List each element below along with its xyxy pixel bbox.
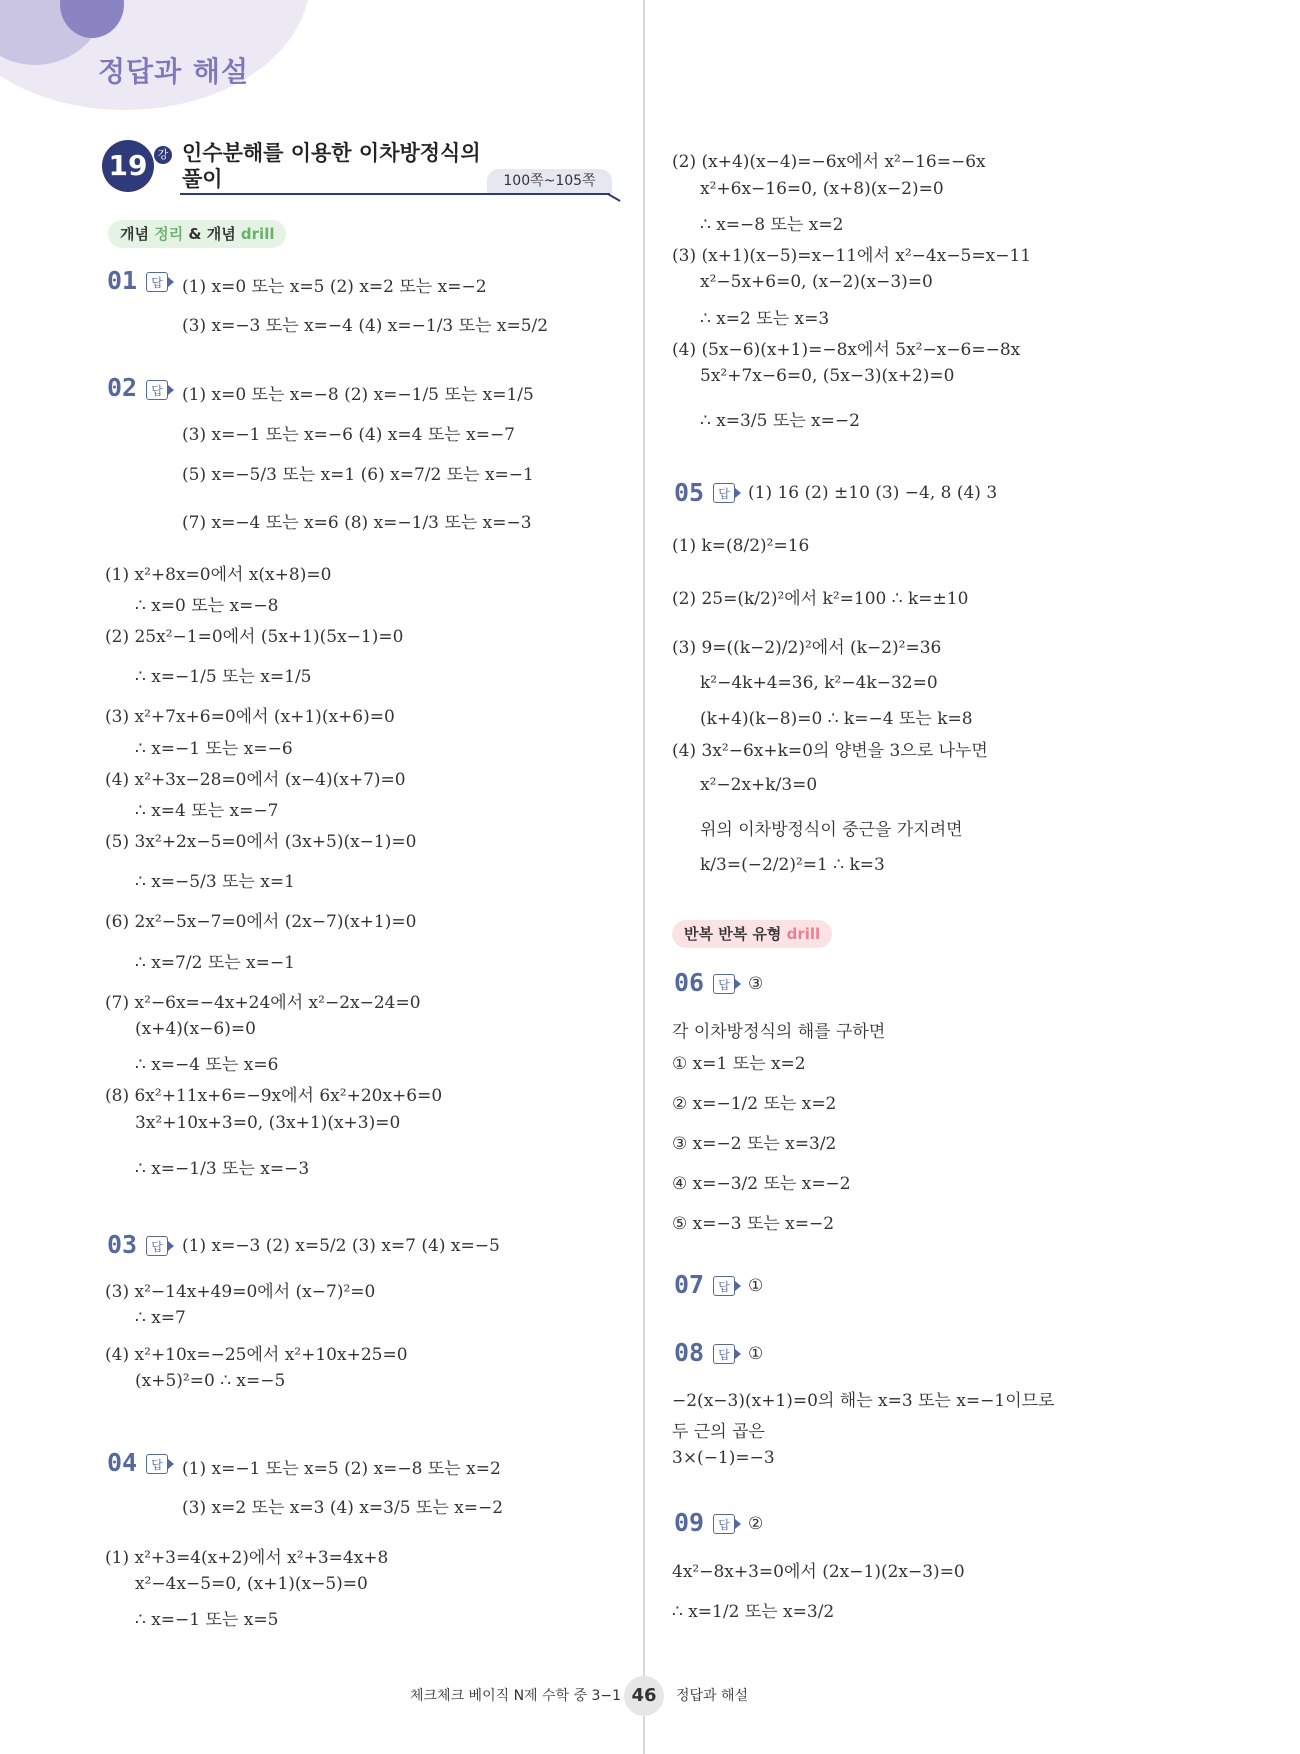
solution-line: ∴ x=0 또는 x=−8 [135,596,279,616]
question-number: 04 [107,1448,138,1477]
solution-line: x²−2x+k/3=0 [700,775,818,795]
solution-line: 3x²+10x+3=0, (3x+1)(x+3)=0 [135,1113,401,1133]
solution-line: 위의 이차방정식이 중근을 가지려면 [700,820,963,840]
solution-line: ∴ x=−8 또는 x=2 [700,215,844,235]
solution-line: (2) (x+4)(x−4)=−6x에서 x²−16=−6x [672,152,986,172]
lesson-title-line1: 인수분해를 이용한 이차방정식의 [182,141,481,165]
solution-line: (8) 6x²+11x+6=−9x에서 6x²+20x+6=0 [105,1086,443,1106]
solution-line: ∴ x=7 [135,1308,186,1328]
answer-line: (1) x=−3 (2) x=5/2 (3) x=7 (4) x=−5 [182,1236,500,1256]
section-label-part: drill [240,225,275,243]
section-label-repeat [672,920,832,948]
answer-line: ① [748,1344,764,1364]
solution-line: (4) x²+10x=−25에서 x²+10x+25=0 [105,1345,408,1365]
solution-line: (2) 25=(k/2)²에서 k²=100 ∴ k=±10 [672,589,969,609]
answer-icon: 답 [713,1514,735,1534]
answer-line: (3) x=−1 또는 x=−6 (4) x=4 또는 x=−7 [182,425,515,445]
lesson-underline-tail [608,193,621,202]
solution-line: x²+6x−16=0, (x+8)(x−2)=0 [700,179,944,199]
solution-line: (1) x²+8x=0에서 x(x+8)=0 [105,565,332,585]
answer-icon: 답 [146,380,168,400]
answer-line: (5) x=−5/3 또는 x=1 (6) x=7/2 또는 x=−1 [182,465,534,485]
section-label-part: 개념 [120,225,155,243]
solution-line: k/3=(−2/2)²=1 ∴ k=3 [700,855,885,875]
answer-line: (1) x=−1 또는 x=5 (2) x=−8 또는 x=2 [182,1459,501,1479]
answer-line: (7) x=−4 또는 x=6 (8) x=−1/3 또는 x=−3 [182,513,532,533]
answer-icon: 답 [713,483,735,503]
question-number: 05 [674,478,705,507]
solution-line: (6) 2x²−5x−7=0에서 (2x−7)(x+1)=0 [105,912,417,932]
solution-line: 5x²+7x−6=0, (5x−3)(x+2)=0 [700,366,955,386]
section-label-part: 유형 [752,925,782,943]
solution-line: (3) x²+7x+6=0에서 (x+1)(x+6)=0 [105,707,395,727]
page-header-title: 정답과 해설 [98,55,249,88]
solution-line: ∴ x=−5/3 또는 x=1 [135,872,295,892]
section-label-part: 반복 반복 [684,925,753,943]
solution-line: k²−4k+4=36, k²−4k−32=0 [700,673,938,693]
solution-line: (3) (x+1)(x−5)=x−11에서 x²−4x−5=x−11 [672,246,1032,266]
solution-line: ∴ x=7/2 또는 x=−1 [135,953,295,973]
question-number: 09 [674,1508,705,1537]
question-number: 02 [107,373,138,402]
solution-line: (7) x²−6x=−4x+24에서 x²−2x−24=0 [105,993,421,1013]
solution-line: ② x=−1/2 또는 x=2 [672,1094,837,1114]
answer-line: (1) x=0 또는 x=5 (2) x=2 또는 x=−2 [182,277,487,297]
section-label-part: drill [781,925,821,943]
answer-line: ① [748,1276,764,1296]
lesson-pages: 100쪽~105쪽 [487,169,612,193]
solution-line: x²−5x+6=0, (x−2)(x−3)=0 [700,272,933,292]
solution-line: (4) x²+3x−28=0에서 (x−4)(x+7)=0 [105,770,406,790]
answer-icon: 답 [146,1236,168,1256]
solution-line: (3) x²−14x+49=0에서 (x−7)²=0 [105,1282,376,1302]
solution-line: (4) 3x²−6x+k=0의 양변을 3으로 나누면 [672,741,988,761]
footer-book-title: 체크체크 베이직 N제 수학 중 3−1 [410,1688,622,1704]
solution-line: 두 근의 곱은 [672,1422,765,1442]
question-number: 07 [674,1270,705,1299]
section-label-part: 정리 [154,225,184,243]
lesson-number-badge: 19 [102,140,154,192]
lesson-title [182,140,482,192]
solution-line: ⑤ x=−3 또는 x=−2 [672,1214,835,1234]
solution-line: ∴ x=−1/3 또는 x=−3 [135,1159,310,1179]
solution-line: ① x=1 또는 x=2 [672,1054,806,1074]
answer-line: ③ [748,974,764,994]
solution-line: ∴ x=−1/5 또는 x=1/5 [135,667,312,687]
answer-line: ② [748,1514,764,1534]
solution-line: x²−4x−5=0, (x+1)(x−5)=0 [135,1574,368,1594]
lesson-underline [180,193,610,195]
solution-line: ∴ x=4 또는 x=−7 [135,801,279,821]
lesson-title-line2: 풀이 [182,167,223,191]
section-label-concept [108,220,286,248]
solution-line: (x+4)(x−6)=0 [135,1019,256,1039]
question-number: 08 [674,1338,705,1367]
solution-line: (x+5)²=0 ∴ x=−5 [135,1371,286,1391]
solution-line: ∴ x=−1 또는 x=5 [135,1610,279,1630]
page-number: 46 [624,1676,664,1716]
answer-icon: 답 [713,1344,735,1364]
answer-line: (3) x=−3 또는 x=−4 (4) x=−1/3 또는 x=5/2 [182,316,549,336]
question-number: 06 [674,968,705,997]
solution-line: ∴ x=3/5 또는 x=−2 [700,411,860,431]
answer-icon: 답 [146,272,168,292]
solution-line: (4) (5x−6)(x+1)=−8x에서 5x²−x−6=−8x [672,340,1021,360]
solution-line: 각 이차방정식의 해를 구하면 [672,1022,886,1042]
solution-line: −2(x−3)(x+1)=0의 해는 x=3 또는 x=−1이므로 [672,1391,1055,1411]
answer-line: (1) x=0 또는 x=−8 (2) x=−1/5 또는 x=1/5 [182,385,534,405]
solution-line: ∴ x=2 또는 x=3 [700,309,830,329]
solution-line: (3) 9=((k−2)/2)²에서 (k−2)²=36 [672,638,942,658]
solution-line: (k+4)(k−8)=0 ∴ k=−4 또는 k=8 [700,709,973,729]
solution-line: ∴ x=−1 또는 x=−6 [135,739,293,759]
solution-line: (1) x²+3=4(x+2)에서 x²+3=4x+8 [105,1548,389,1568]
lesson-suffix: 강 [154,146,172,164]
solution-line: ④ x=−3/2 또는 x=−2 [672,1174,851,1194]
solution-line: (1) k=(8/2)²=16 [672,536,810,556]
footer-section: 정답과 해설 [676,1688,749,1704]
column-divider [643,0,645,1754]
solution-line: (5) 3x²+2x−5=0에서 (3x+5)(x−1)=0 [105,832,417,852]
answer-icon: 답 [146,1454,168,1474]
answer-line: (1) 16 (2) ±10 (3) −4, 8 (4) 3 [748,483,998,503]
answer-icon: 답 [713,1276,735,1296]
solution-line: 4x²−8x+3=0에서 (2x−1)(2x−3)=0 [672,1562,965,1582]
solution-line: (2) 25x²−1=0에서 (5x+1)(5x−1)=0 [105,627,404,647]
question-number: 03 [107,1230,138,1259]
answer-line: (3) x=2 또는 x=3 (4) x=3/5 또는 x=−2 [182,1498,504,1518]
solution-line: ∴ x=−4 또는 x=6 [135,1055,279,1075]
question-number: 01 [107,266,138,295]
section-label-part: & 개념 [183,225,241,243]
solution-line: ∴ x=1/2 또는 x=3/2 [672,1602,835,1622]
answer-icon: 답 [713,974,735,994]
solution-line: ③ x=−2 또는 x=3/2 [672,1134,837,1154]
solution-line: 3×(−1)=−3 [672,1448,775,1468]
